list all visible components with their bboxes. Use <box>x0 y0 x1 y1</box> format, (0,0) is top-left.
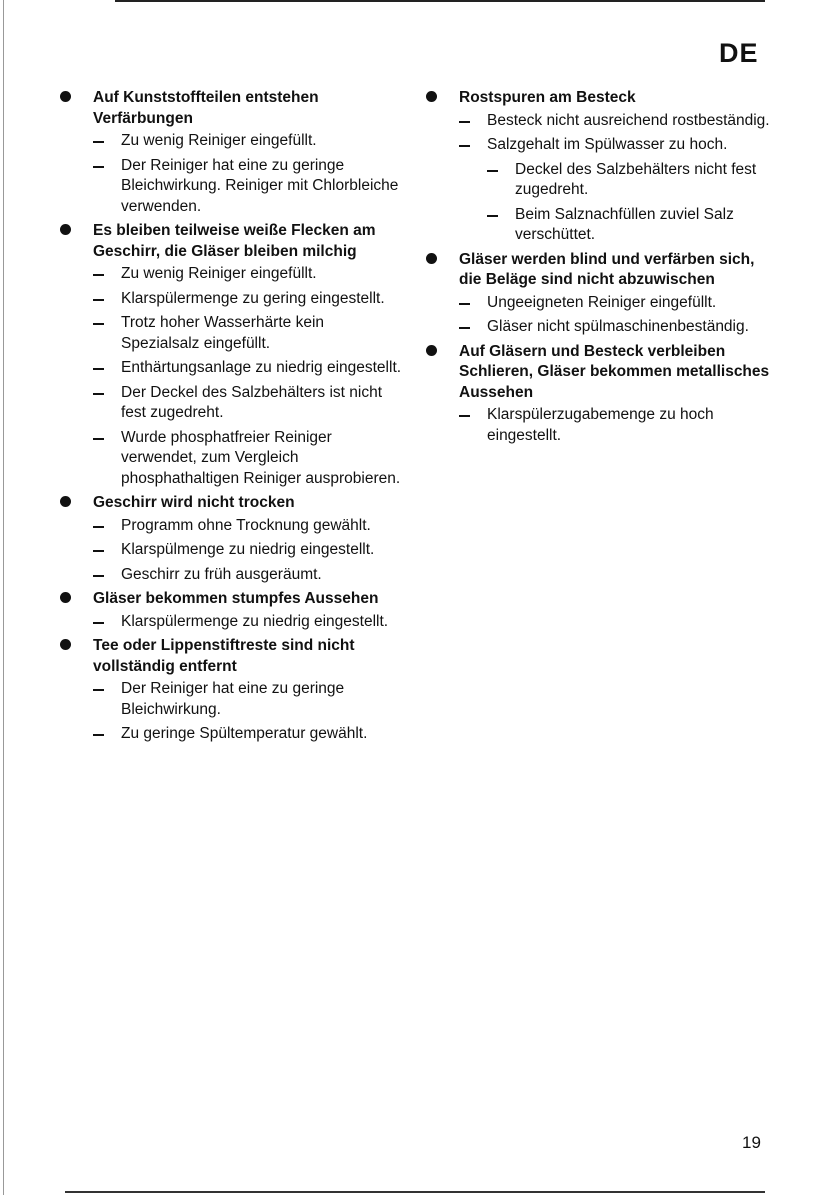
item-text: Zu wenig Reiniger eingefüllt. <box>121 132 317 149</box>
list-item <box>426 111 771 132</box>
dash-icon <box>93 323 104 325</box>
item-text: Gläser nicht spülmaschinenbeständig. <box>487 318 749 335</box>
bottom-rule <box>65 1191 765 1193</box>
section-nicht-trocken <box>60 493 405 585</box>
bullet-icon <box>60 639 71 650</box>
dash-icon <box>93 299 104 301</box>
dash-icon <box>93 734 104 736</box>
dash-icon <box>93 575 104 577</box>
section-stumpfes-aussehen <box>60 589 405 632</box>
item-text: Wurde phosphatfreier Reiniger verwendet, zum Vergleich phosphathaltigen Reiniger ausprobieren. <box>121 428 401 487</box>
list-item <box>60 131 405 152</box>
dash-icon <box>93 166 104 168</box>
dash-icon <box>459 303 470 305</box>
dash-icon <box>459 415 470 417</box>
section-head <box>60 493 405 514</box>
section-head <box>426 88 771 109</box>
bullet-icon <box>426 253 437 264</box>
dash-icon <box>93 550 104 552</box>
list-item <box>60 565 405 586</box>
sub-item-text: Deckel des Salzbehälters nicht fest zugedreht. <box>515 160 757 198</box>
section-head <box>60 221 405 262</box>
dash-icon <box>459 145 470 147</box>
bullet-icon <box>60 496 71 507</box>
section-tee-lippenstift <box>60 636 405 745</box>
bullet-icon <box>426 91 437 102</box>
item-text: Ungeeigneten Reiniger eingefüllt. <box>487 293 717 311</box>
sub-list-item <box>426 205 771 246</box>
list-item <box>60 313 405 354</box>
item-text: Zu wenig Reiniger eingefüllt. <box>121 265 317 282</box>
dash-icon <box>93 274 104 276</box>
section-title: Gläser bekommen stumpfes Aussehen <box>93 590 379 607</box>
item-text: Klarspülmenge zu niedrig eingestellt. <box>121 541 375 558</box>
list-item <box>426 135 771 246</box>
page-number: 19 <box>742 1133 761 1152</box>
dash-icon <box>487 215 498 217</box>
section-kunststoff <box>60 88 405 217</box>
right-column <box>426 88 771 450</box>
dash-icon <box>93 526 104 528</box>
item-text: Salzgehalt im Spülwasser zu hoch. <box>487 136 728 153</box>
item-text: Besteck nicht ausreichend rostbeständig. <box>487 111 770 129</box>
bullet-icon <box>60 224 71 235</box>
dash-icon <box>93 689 104 691</box>
section-head <box>60 589 405 610</box>
item-text: Trotz hoher Wasserhärte kein Spezialsalz eingefüllt. <box>121 314 325 352</box>
dash-icon <box>93 141 104 143</box>
item-list <box>60 264 405 489</box>
section-head <box>426 250 771 291</box>
list-item <box>426 293 771 314</box>
sub-item-list <box>487 160 771 246</box>
item-text: Der Deckel des Salzbehälters ist nicht fest zugedreht. <box>121 383 383 421</box>
bullet-icon <box>426 345 437 356</box>
section-head <box>60 88 405 129</box>
bullet-icon <box>60 91 71 102</box>
list-item <box>426 405 771 446</box>
item-text: Geschirr zu früh ausgeräumt. <box>121 565 322 583</box>
section-title: Geschirr wird nicht trocken <box>93 494 295 511</box>
list-item <box>60 289 405 310</box>
section-rostspuren <box>426 88 771 246</box>
list-item <box>60 679 405 720</box>
item-text: Klarspülermenge zu niedrig eingestellt. <box>121 612 389 630</box>
section-glaeser-blind <box>426 250 771 338</box>
dash-icon <box>93 622 104 624</box>
section-title: Tee oder Lippenstiftreste sind nicht vollständig entfernt <box>93 637 355 675</box>
section-title: Gläser werden blind und verfärben sich, die Beläge sind nicht abzuwischen <box>459 250 755 288</box>
list-item <box>60 724 405 745</box>
item-list <box>426 405 771 446</box>
section-title: Auf Kunststoffteilen entstehen Verfärbungen <box>93 89 319 127</box>
item-text: Klarspülerzugabemenge zu hoch eingestellt. <box>487 406 714 444</box>
language-code: DE <box>719 38 759 68</box>
item-list <box>426 111 771 246</box>
item-list <box>60 516 405 586</box>
section-head <box>426 342 771 404</box>
item-list <box>60 679 405 745</box>
left-column <box>60 88 405 749</box>
section-title: Rostspuren am Besteck <box>459 89 636 106</box>
section-head <box>60 636 405 677</box>
dash-icon <box>487 170 498 172</box>
section-title: Auf Gläsern und Besteck verbleiben Schlieren, Gläser bekommen metallisches Aussehen <box>459 342 770 401</box>
dash-icon <box>459 121 470 123</box>
dash-icon <box>459 327 470 329</box>
section-schlieren <box>426 342 771 447</box>
left-edge-line <box>3 0 4 1195</box>
item-text: Klarspülermenge zu gering eingestellt. <box>121 289 385 307</box>
item-list <box>426 293 771 338</box>
section-title: Es bleiben teilweise weiße Flecken am Geschirr, die Gläser bleiben milchig <box>93 222 376 260</box>
item-text: Programm ohne Trocknung gewählt. <box>121 516 371 534</box>
dash-icon <box>93 368 104 370</box>
list-item <box>60 383 405 424</box>
item-list <box>60 131 405 217</box>
section-weisse-flecken <box>60 221 405 489</box>
top-rule <box>115 0 765 2</box>
sub-item-text: Beim Salznachfüllen zuviel Salz verschüttet. <box>515 205 734 243</box>
list-item <box>60 264 405 285</box>
item-text: Der Reiniger hat eine zu geringe Bleichwirkung. Reiniger mit Chlorbleiche verwenden. <box>121 156 399 215</box>
sub-list-item <box>426 160 771 201</box>
item-list <box>60 612 405 633</box>
list-item <box>60 156 405 218</box>
list-item <box>426 317 771 338</box>
item-text: Zu geringe Spültemperatur gewählt. <box>121 725 368 742</box>
list-item <box>60 358 405 379</box>
dash-icon <box>93 393 104 395</box>
item-text: Enthärtungsanlage zu niedrig eingestellt. <box>121 359 402 376</box>
bullet-icon <box>60 592 71 603</box>
list-item <box>60 612 405 633</box>
item-text: Der Reiniger hat eine zu geringe Bleichwirkung. <box>121 680 345 718</box>
dash-icon <box>93 438 104 440</box>
list-item <box>60 428 405 490</box>
list-item <box>60 516 405 537</box>
list-item <box>60 540 405 561</box>
